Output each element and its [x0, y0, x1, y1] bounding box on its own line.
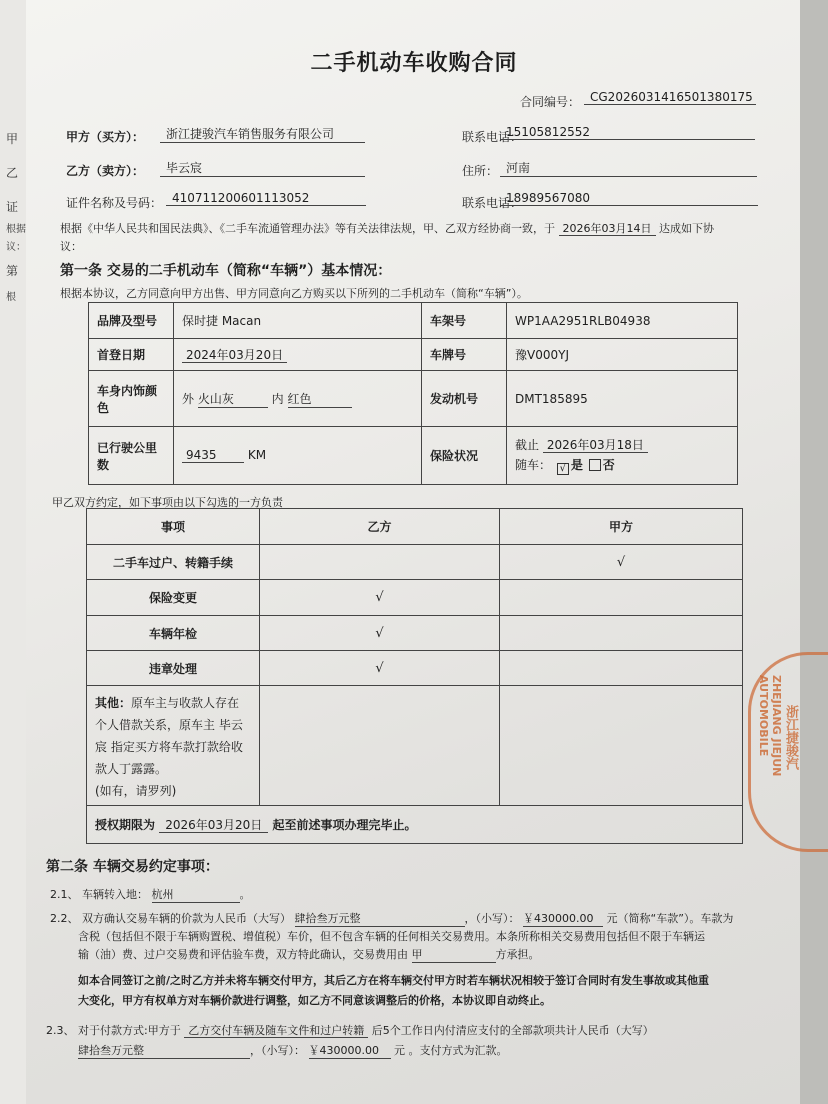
total-upper: 肆拾叁万元整 — [78, 1042, 250, 1059]
clause-no: 2.2、 — [50, 912, 79, 925]
party-b-phone-label: 联系电话： — [462, 196, 523, 210]
col-party-a: 甲方 — [500, 509, 743, 545]
intro-tail: 议： — [60, 240, 82, 253]
clause-text: 对于付款方式:甲方于 — [78, 1024, 181, 1037]
party-b-addr-label: 住所： — [462, 164, 499, 178]
duties-table — [86, 508, 743, 844]
party-b-value: 毕云宸 — [160, 159, 365, 177]
article2-heading: 第二条 车辆交易约定事项： — [46, 859, 219, 875]
mileage-label: 已行驶公里数 — [89, 427, 174, 485]
brand-label: 品牌及型号 — [89, 303, 174, 339]
party-a-phone: 15105812552 — [500, 125, 755, 140]
clause-text: 元（简称“车款”）。车款为 — [606, 912, 734, 925]
vin-label: 车架号 — [422, 303, 507, 339]
plate-value: 豫V000YJ — [507, 339, 738, 371]
duty-a-tick[interactable] — [500, 580, 743, 616]
col-item: 事项 — [87, 509, 260, 545]
article1-heading: 第一条 交易的二手机动车（简称“车辆”）基本情况： — [60, 263, 392, 279]
intro-pre: 根据《中华人民共和国民法典》、《二手车流通管理办法》等有关法律法规，甲、乙双方经协商一致，于 — [60, 222, 555, 235]
duty-a-tick[interactable] — [500, 616, 743, 651]
mileage-cell — [174, 427, 422, 485]
ext-prefix: 外 — [182, 391, 195, 406]
clause-2-1: 2.1、 车辆转入地： 杭州 。 — [50, 888, 251, 901]
clause-2-2-line3 — [78, 946, 540, 963]
clause-text: 后5个工作日内付清应支付的全部款项共计人民币（大写） — [371, 1024, 654, 1037]
article1-desc: 根据本协议，乙方同意向甲方出售、甲方同意向乙方购买以下所列的二手机动车（简称“车辆”）。 — [60, 287, 528, 300]
other-label: 其他： — [95, 696, 132, 710]
contract-no-label: 合同编号： — [520, 95, 581, 109]
other-hint: (如有，请罗列) — [95, 784, 177, 798]
party-b-id-label: 证件名称及号码： — [66, 196, 163, 210]
no-label: 否 — [602, 458, 615, 472]
deadline-value: 2026年03月20日 — [159, 818, 268, 833]
ins-until-label: 截止 — [515, 438, 540, 452]
ext-color: 火山灰 — [198, 390, 268, 408]
intro-date: 2026年03月14日 — [559, 222, 656, 236]
yes-label: 是 — [570, 458, 583, 472]
seal-text: ZHEJIANG JIEJUN AUTOMOBILE — [757, 675, 783, 777]
mileage-value: 9435 — [182, 448, 244, 463]
vin-value: WP1AA2951RLB04938 — [507, 303, 738, 339]
party-a-value: 浙江捷骏汽车销售服务有限公司 — [160, 125, 365, 143]
edge-text: 议： — [6, 242, 26, 253]
duty-b-tick[interactable]: √ — [260, 651, 500, 686]
yes-checkbox[interactable]: √ — [557, 463, 569, 475]
deadline-label: 授权期限为 — [95, 818, 156, 832]
edge-text: 根据 — [6, 224, 26, 235]
other-a-cell — [500, 686, 743, 806]
color-label: 车身内饰颜色 — [89, 371, 174, 427]
duty-item: 二手车过户、转籍手续 — [87, 545, 260, 580]
clause-text: 元 。支付方式为汇款。 — [394, 1044, 508, 1057]
clause-2-3-line2 — [78, 1042, 508, 1059]
plate-label: 车牌号 — [422, 339, 507, 371]
brand-value: 保时捷 Macan — [174, 303, 422, 339]
edge-text: 甲 — [6, 132, 19, 146]
mileage-unit: KM — [247, 448, 267, 462]
total-small: ￥430000.00 — [309, 1042, 391, 1059]
underlying-page-edge — [0, 0, 26, 1104]
edge-text: 证 — [6, 200, 19, 214]
reg-date-label: 首登日期 — [89, 339, 174, 371]
contract-title: 二手机动车收购合同 — [310, 51, 518, 76]
other-text: 原车主与收款人存在个人借款关系，原车主 毕云宸 指定买方将车款打款给收款人丁露露。 — [95, 696, 243, 776]
transfer-city: 杭州 — [152, 886, 240, 903]
total-small-label: ，（小写）： — [250, 1044, 305, 1057]
clause-text: 输（油）费、过户交易费和评估验车费，双方特此确认，交易费用由 — [78, 948, 408, 961]
party-a-label: 甲方（买方）： — [66, 130, 145, 144]
party-b-phone: 18989567080 — [500, 191, 758, 206]
clause-2-2-line2: 含税（包括但不限于车辆购置税、增值税）车价，但不包含车辆的任何相关交易费用。本条所称相关交易费用包括但不限于车辆运 — [78, 930, 705, 943]
edge-text: 第 — [6, 264, 19, 278]
party-a-phone-label: 联系电话： — [462, 130, 523, 144]
reg-date-value: 2024年03月20日 — [182, 348, 287, 363]
duty-item: 车辆年检 — [87, 616, 260, 651]
int-color: 红色 — [288, 390, 352, 408]
edge-text: 根 — [6, 292, 16, 303]
int-prefix: 内 — [271, 391, 284, 406]
other-cell — [87, 686, 260, 806]
reg-date-cell — [174, 339, 422, 371]
engine-label: 发动机号 — [422, 371, 507, 427]
bold-clause-line2: 大变化，甲方有权单方对车辆价款进行调整，如乙方不同意该调整后的价格，本协议即自动终止。 — [78, 994, 551, 1007]
color-cell — [174, 371, 422, 427]
contract-no-value: CG2026031416501380175 — [584, 90, 756, 105]
background-page-edge — [800, 0, 828, 1104]
clause-label: 车辆转入地： — [82, 888, 148, 901]
price-small: ￥430000.00 — [523, 910, 603, 927]
price-upper: 肆拾叁万元整 — [295, 910, 465, 927]
deadline-post: 起至前述事项办理完毕止。 — [272, 818, 417, 832]
with-car-label: 随车： — [515, 458, 552, 472]
duty-b-tick[interactable]: √ — [260, 580, 500, 616]
engine-value: DMT185895 — [507, 371, 738, 427]
clause-no: 2.3、 — [46, 1024, 75, 1037]
vehicle-info-table — [88, 302, 738, 485]
other-b-cell — [260, 686, 500, 806]
payment-condition: 乙方交付车辆及随车文件和过户转籍 — [184, 1024, 368, 1038]
party-b-label: 乙方（卖方）： — [66, 164, 145, 178]
clause-text: 双方确认交易车辆的价款为人民币（大写） — [82, 912, 291, 925]
duties-intro: 甲乙双方约定，如下事项由以下勾选的一方负责 — [52, 496, 283, 509]
clause-no: 2.1、 — [50, 888, 79, 901]
duty-b-tick[interactable] — [260, 545, 500, 580]
duty-a-tick[interactable] — [500, 651, 743, 686]
party-b-addr: 河南 — [500, 159, 757, 177]
intro-post: 达成如下协 — [659, 222, 714, 235]
bold-clause-line1: 如本合同签订之前/之时乙方并未将车辆交付甲方，其后乙方在将车辆交付甲方时若车辆状况相较于签订合同时有发生事故或其他重 — [78, 974, 710, 987]
insurance-cell — [507, 427, 738, 485]
company-seal — [748, 652, 828, 852]
party-b-id: 410711200601113052 — [166, 191, 366, 206]
insurance-label: 保险状况 — [422, 427, 507, 485]
seal-cn: 浙江捷骏汽 — [783, 705, 798, 770]
duty-item: 违章处理 — [87, 651, 260, 686]
fee-payer: 甲 — [412, 946, 496, 963]
duty-b-tick[interactable]: √ — [260, 616, 500, 651]
price-small-label: ，（小写）： — [464, 912, 520, 925]
col-party-b: 乙方 — [260, 509, 500, 545]
duty-a-tick[interactable]: √ — [500, 545, 743, 580]
clause-2-3-line1 — [46, 1022, 654, 1038]
deadline-cell — [87, 806, 743, 844]
ins-until-value: 2026年03月18日 — [543, 438, 648, 453]
clause-2-2-line1 — [50, 910, 733, 927]
duty-item: 保险变更 — [87, 580, 260, 616]
clause-text: 方承担。 — [495, 948, 540, 961]
no-checkbox[interactable] — [589, 459, 601, 471]
intro-text — [60, 220, 714, 236]
edge-text: 乙 — [6, 166, 19, 180]
